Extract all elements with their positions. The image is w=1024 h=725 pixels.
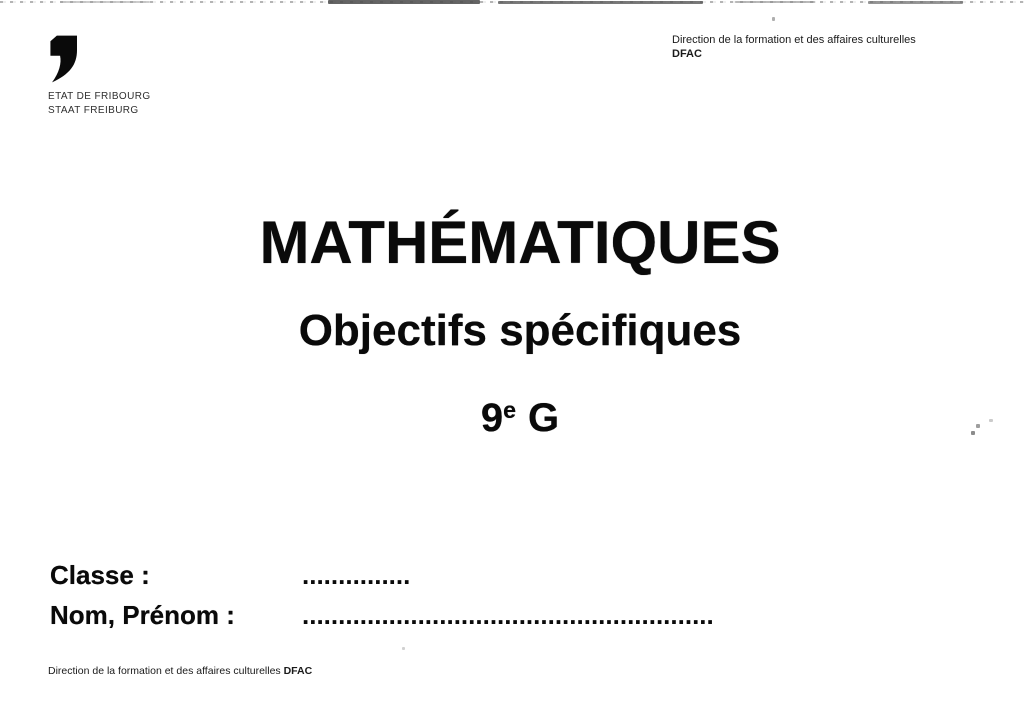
scan-edge-segment — [735, 1, 815, 3]
scan-edge-segment — [328, 0, 480, 4]
fribourg-comma-logo-icon — [48, 31, 77, 87]
footer-department: Direction de la formation et des affaires culturelles — [48, 665, 281, 677]
state-name-german: STAAT FREIBURG — [48, 105, 139, 116]
scan-noise-speck — [402, 647, 405, 650]
grade-line — [8, 390, 1024, 438]
name-dotted-line: ......................................................... — [302, 600, 714, 630]
document-subtitle: Objectifs spécifiques — [298, 306, 742, 355]
scan-noise-speck — [989, 419, 993, 422]
scan-noise-speck — [772, 17, 775, 21]
scan-noise-speck — [971, 431, 975, 435]
department-header — [672, 33, 916, 61]
scan-edge-segment — [60, 1, 150, 3]
grade-number: 9 — [480, 395, 504, 440]
footer-abbr: DFAC — [283, 665, 313, 677]
scan-noise-speck — [976, 424, 980, 428]
grade-section: G — [528, 395, 560, 440]
scan-edge-segment — [498, 1, 703, 4]
department-abbr: DFAC — [672, 48, 702, 60]
scan-edge-segment — [868, 1, 963, 4]
class-label: Classe : — [50, 560, 150, 590]
name-label: Nom, Prénom : — [50, 600, 235, 630]
footer — [48, 665, 312, 677]
grade-ordinal: e — [503, 397, 517, 423]
scan-artifact-top-edge — [0, 0, 1024, 7]
state-name — [48, 90, 151, 118]
document-title: MATHÉMATIQUES — [259, 209, 781, 276]
department-name: Direction de la formation et des affaires culturelles — [672, 34, 916, 46]
state-name-french: ETAT DE FRIBOURG — [48, 91, 151, 102]
class-dotted-line: ............... — [302, 560, 411, 590]
